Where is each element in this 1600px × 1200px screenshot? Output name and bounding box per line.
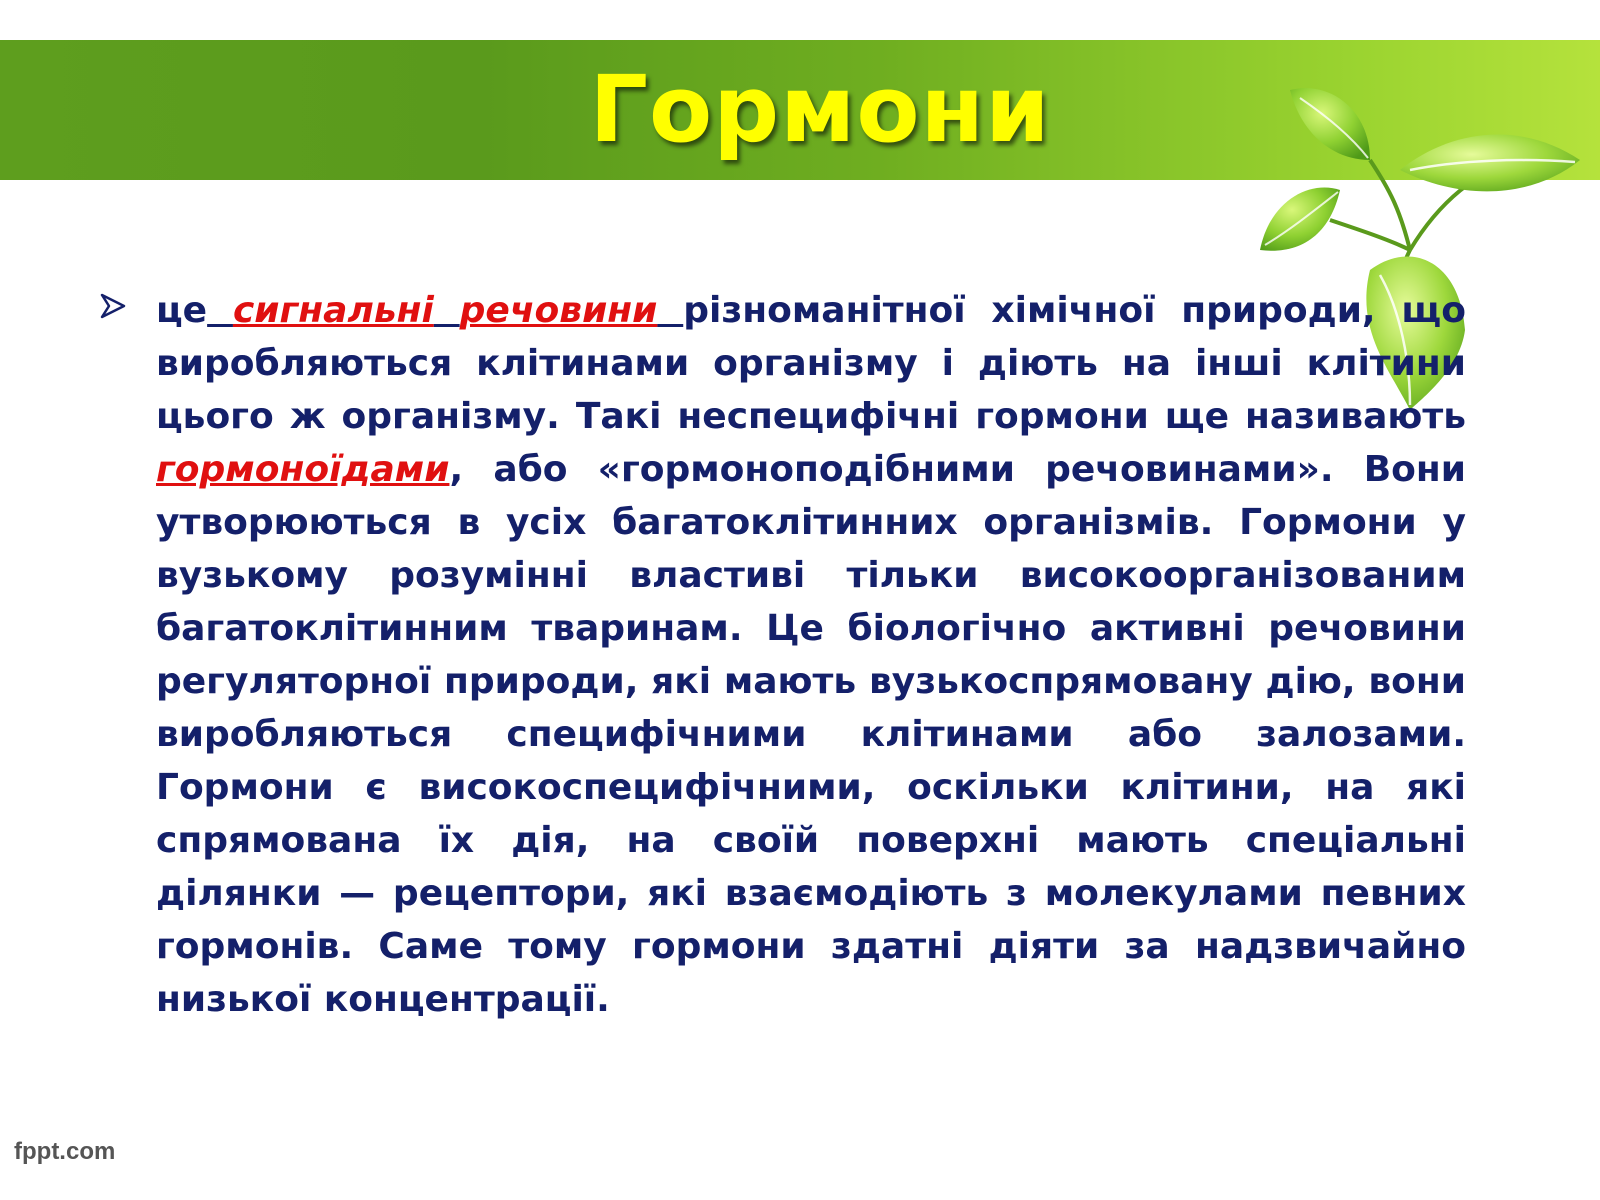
term-hormonoids: гормоноїдами [156, 449, 450, 490]
arrowhead-bullet-icon [100, 292, 126, 320]
lead-word: це [156, 290, 208, 331]
underline-gap [434, 290, 460, 331]
body-text-part: , або «гормоноподібними речовинами». Вони утворюються в усіх багатоклітинних організмів. Гормони у вузькому розумінні властиві тільки високоорганізованим багатоклітинним тваринам. Це біологічно активні речовини регуляторної природи, які мають вузькоспрямовану дію, вони виробляються специфічними клітинами або залозами. Гормони є високоспецифічними, оскільки клітини, на які спрямована їх дія, на своїй поверхні мають спеціальні ділянки — рецептори, які взаємодіють з молекулами певних гормонів. Саме тому гормони здатні діяти за надзвичайно низької концентрації. [156, 449, 1466, 1020]
term-signal: сигнальні [232, 290, 434, 331]
underline-gap [657, 290, 683, 331]
body-text-part: різноманітної хімічної природи, що виробляються клітинами організму і діють на інші клітини цього ж організму. Такі неспецифічні гормони ще називають [156, 290, 1466, 437]
footer-logo: fppt.com [14, 1138, 116, 1165]
term-substances: речовини [459, 290, 658, 331]
content-block [100, 284, 1480, 1026]
body-paragraph [156, 284, 1466, 1026]
slide-title: Гормони [589, 56, 1051, 163]
underline-gap [207, 290, 233, 331]
